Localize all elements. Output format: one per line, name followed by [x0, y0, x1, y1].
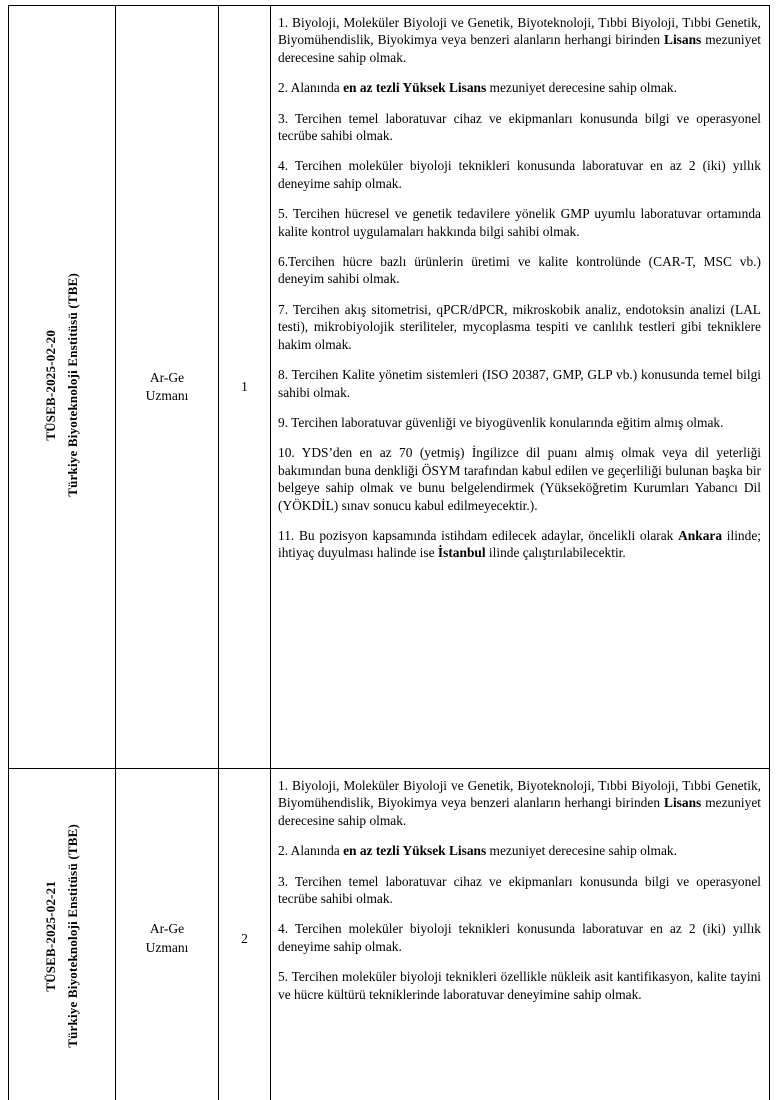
headcount-value: 1	[241, 379, 248, 394]
institute-name: Türkiye Biyoteknoloji Enstitüsü (TBE)	[65, 272, 80, 497]
rotated-code-block	[40, 273, 84, 497]
position-title-cell	[116, 769, 219, 1100]
requirement-item: 11. Bu pozisyon kapsamında istihdam edilecek adaylar, öncelikli olarak Ankara ilinde; ihtiyaç duyulması halinde ise İstanbul ilinde çalıştırılabilecektir.	[278, 527, 761, 561]
requirements-list	[278, 14, 761, 562]
requirement-item: 2. Alanında en az tezli Yüksek Lisans mezuniyet derecesine sahip olmak.	[278, 843, 677, 859]
requirement-item: 6.Tercihen hücre bazlı ürünlerin üretimi ve kalite kontrolünde (CAR-T, MSC vb.) deneyim sahibi olmak.	[278, 254, 761, 287]
requirement-item: 5. Tercihen hücresel ve genetik tedavilere yönelik GMP uyumlu laboratuvar ortamında kalite kontrol uygulamaları hakkında bilgi sahibi olmak.	[278, 206, 761, 239]
requirement-item: 2. Alanında en az tezli Yüksek Lisans mezuniyet derecesine sahip olmak.	[278, 80, 677, 96]
announcement-code-cell	[9, 6, 116, 769]
requirement-item: 8. Tercihen Kalite yönetim sistemleri (ISO 20387, GMP, GLP vb.) konusunda temel bilgi sahibi olmak.	[278, 367, 761, 400]
position-title-cell	[116, 6, 219, 769]
requirement-item: 9. Tercihen laboratuvar güvenliği ve biyogüvenlik konularında eğitim almış olmak.	[278, 414, 724, 430]
requirement-item: 5. Tercihen moleküler biyoloji teknikleri özellikle nükleik asit kantifikasyon, kalite tayini ve hücre kültürü tekniklerinde laboratuvar deneyimine sahip olmak.	[278, 969, 761, 1002]
announcement-code: TÜSEB-2025-02-20	[42, 329, 58, 440]
headcount-value: 2	[241, 930, 248, 946]
requirement-item: 7. Tercihen akış sitometrisi, qPCR/dPCR, mikroskobik analiz, endotoksin analizi (LAL testi), mikrobiyolojik steriliteler, mycoplasma tespiti ve canlılık testleri gibi tekniklere hakim olmak.	[278, 301, 761, 352]
rotated-code-block	[40, 824, 84, 1048]
position-title: Ar-Ge Uzmanı	[145, 369, 189, 403]
announcement-code: TÜSEB-2025-02-21	[42, 880, 58, 992]
requirement-item: 1. Biyoloji, Moleküler Biyoloji ve Genetik, Biyoteknoloji, Tıbbi Biyoloji, Tıbbi Genetik, Biyomühendislik, Biyokimya veya benzeri alanların herhangi birinden Lisans mezuniyet derecesine sahip olmak.	[278, 778, 761, 828]
headcount-cell	[219, 769, 271, 1100]
requirements-list	[278, 777, 761, 1003]
institute-name: Türkiye Biyoteknoloji Enstitüsü (TBE)	[65, 824, 80, 1048]
requirement-item: 10. YDS’den en az 70 (yetmiş) İngilizce dil puanı almış olmak veya dil yeterliği bakımından buna denkliği ÖSYM tarafından kabul edilen ve geçerliliği bulunan başka bir belgeye sahip olmak ve bunu belgelendirmek (Yükseköğretim Kurumları Yabancı Dil (YÖKDİL) sınav sonucu kabul edilmeyecektir.).	[278, 445, 761, 513]
requirement-item: 3. Tercihen temel laboratuvar cihaz ve ekipmanları konusunda bilgi ve operasyonel tecrübe sahibi olmak.	[278, 110, 761, 144]
table-row	[9, 769, 770, 1100]
requirement-item: 1. Biyoloji, Moleküler Biyoloji ve Genetik, Biyoteknoloji, Tıbbi Biyoloji, Tıbbi Genetik, Biyomühendislik, Biyokimya veya benzeri alanların herhangi birinden Lisans mezuniyet derecesine sahip olmak.	[278, 15, 761, 65]
requirement-item: 4. Tercihen moleküler biyoloji teknikleri konusunda laboratuvar en az 2 (iki) yıllık deneyime sahip olmak.	[278, 158, 761, 191]
headcount-cell	[219, 6, 271, 769]
table-row	[9, 6, 770, 769]
position-title: Ar-Ge Uzmanı	[145, 921, 189, 955]
announcement-code-cell	[9, 769, 116, 1100]
requirement-item: 3. Tercihen temel laboratuvar cihaz ve ekipmanları konusunda bilgi ve operasyonel tecrübe sahibi olmak.	[278, 873, 761, 907]
requirement-item: 4. Tercihen moleküler biyoloji teknikleri konusunda laboratuvar en az 2 (iki) yıllık deneyime sahip olmak.	[278, 921, 761, 954]
job-positions-table	[8, 5, 770, 1100]
requirements-cell	[271, 769, 770, 1100]
requirements-cell	[271, 6, 770, 769]
